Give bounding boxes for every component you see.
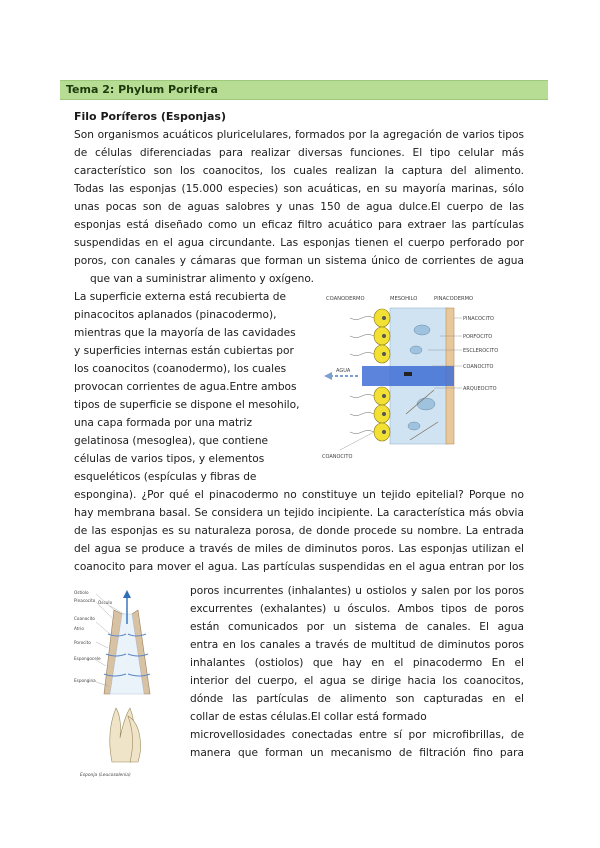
text-line: poros, con canales y cámaras que forman un sistema único de corrientes de agua: [74, 255, 524, 267]
text-line: collar de estas células.El collar está formado: [190, 711, 427, 723]
text-line: manera que forman un mecanismo de filtración fino para: [190, 747, 524, 759]
sponge-label: Ostíolo: [74, 590, 89, 595]
text-line: entra en los canales a través de multitud de diminutos poros: [190, 639, 524, 651]
text-line: esqueléticos (espículas y fibras de: [74, 471, 257, 483]
figure-label: COANOCITO: [463, 364, 494, 370]
text-line: una capa formada por una matriz: [74, 417, 253, 429]
text-line: característico son los coanocitos, los cuales realizan la captura del alimento.: [74, 165, 524, 177]
text-line: están comunicados por un sistema de canales. El agua: [190, 621, 524, 633]
text-line: mientras que la mayoría de las cavidades: [74, 327, 296, 339]
section-banner: [60, 80, 548, 100]
text-line: tipos de superficie se dispone el mesohilo,: [74, 399, 300, 411]
text-line: de células diferenciadas para realizar diversas funciones. El tipo celular más: [74, 147, 524, 159]
body-wall-figure: [322, 292, 502, 460]
figure-header-label: MESOHILO: [390, 296, 418, 302]
text-line: inhalantes (ostiolos) que hay en el pinacodermo En el: [190, 657, 524, 669]
figure-label: PINACOCITO: [463, 316, 494, 322]
text-line: del agua se produce a través de miles de diminutos poros. Las esponjas utilizan el: [74, 543, 524, 555]
text-line: esponjas está diseñado como un eficaz filtro acuático para extraer las partículas: [74, 219, 524, 231]
text-line: células de varios tipos, y elementos: [74, 453, 265, 465]
sponge-label: Atrio: [74, 626, 84, 631]
sponge-label: Espongocele: [74, 656, 101, 661]
sponge-caption: Esponja (Leucosolenia): [80, 773, 131, 778]
text-line: espongina). ¿Por qué el pinacodermo no constituye un tejido epitelial? Porque no: [74, 489, 524, 501]
text-line: dónde las partículas de alimento son capturadas en el: [190, 693, 524, 705]
sponge-section-figure: [74, 584, 182, 780]
whole-sponge-sketch: [110, 708, 141, 762]
choanocyte-label: COANOCITO: [322, 454, 353, 460]
text-line: hay membrana basal. Se considera un tejido incipiente. La característica más obvia: [74, 507, 524, 519]
text-line: provocan corrientes de agua.Entre ambos: [74, 381, 297, 393]
sponge-label: Pinacocito: [74, 598, 96, 603]
figure-header-label: PINACODERMO: [434, 296, 474, 302]
text-line: coanocito para mover el agua. Las partículas suspendidas en el agua entran por los: [74, 561, 524, 573]
text-line: de las esponjas es su naturaleza porosa, de donde procede su nombre. La entrada: [74, 525, 524, 537]
text-line: La superficie externa está recubierta de: [74, 291, 286, 303]
sponge-label: Porocito: [74, 640, 91, 645]
text-line: Todas las esponjas (15.000 especies) son acuáticas, en su mayoría marinas, sólo: [74, 183, 524, 195]
water-label: AGUA: [336, 368, 351, 374]
text-line: poros incurrentes (inhalantes) u ostiolos y salen por los poros: [190, 585, 524, 597]
sponge-label: Ósculo: [98, 600, 113, 605]
text-line: interior del cuerpo, el agua se dirige hacia los coanocitos,: [190, 675, 524, 687]
text-line: pinacocitos aplanados (pinacodermo),: [74, 309, 277, 321]
text-line: microvellosidades conectadas entre sí por microfibrillas, de: [190, 729, 524, 741]
figure-label: ESCLEROCITO: [463, 348, 499, 354]
text-line: los coanocitos (coanodermo), los cuales: [74, 363, 287, 375]
text-line: unas pocas son de aguas salobres y unas 150 de agua dulce.El cuerpo de las: [74, 201, 524, 213]
text-line: y superficies internas están cubiertas por: [74, 345, 294, 357]
section-title: Tema 2: Phylum Porifera: [66, 83, 218, 96]
figure-label: PORFOCITO: [463, 334, 493, 340]
text-line: que van a suministrar alimento y oxígeno.: [90, 273, 314, 285]
figure-label: ARQUEOCITO: [463, 386, 497, 392]
sponge-label: Coanocito: [74, 616, 95, 621]
subheading: Filo Poríferos (Esponjas): [74, 110, 226, 123]
text-line: Son organismos acuáticos pluricelulares, formados por la agregación de varios tipos: [74, 129, 524, 141]
text-line: gelatinosa (mesoglea), que contiene: [74, 435, 269, 447]
figure-header-label: COANODERMO: [326, 296, 365, 302]
sponge-label: Espongina: [74, 678, 96, 683]
text-line: suspendidas en el agua circundante. Las esponjas tienen el cuerpo perforado por: [74, 237, 524, 249]
text-line: excurrentes (exhalantes) u ósculos. Ambos tipos de poros: [190, 603, 524, 615]
